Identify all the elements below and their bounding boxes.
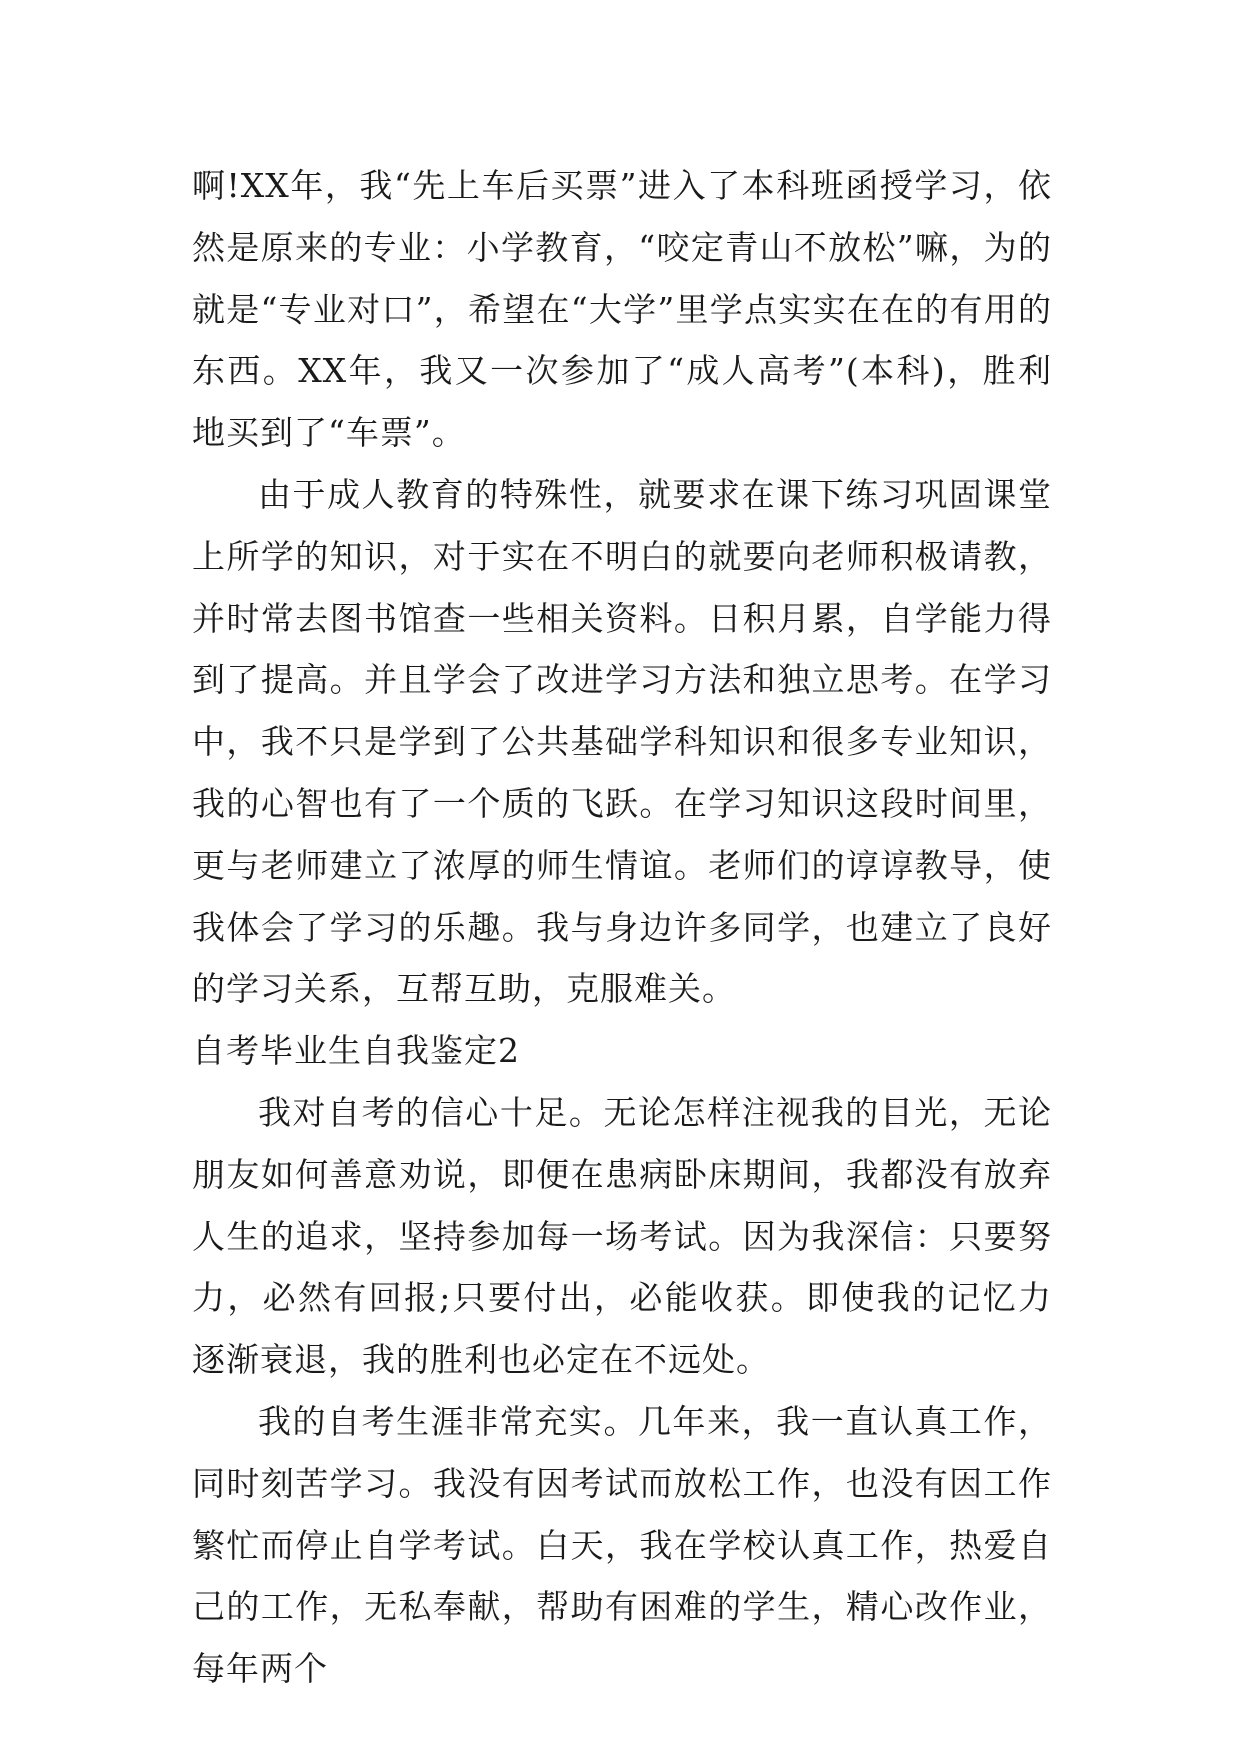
section-heading: 自考毕业生自我鉴定2 xyxy=(192,1031,520,1071)
paragraph-3: 我对自考的信心十足。无论怎样注视我的目光，无论朋友如何善意劝说，即便在患病卧床期间，我都没有放弃人生的追求，坚持参加每一场考试。因为我深信：只要努力，必然有回报;只要付出，必能收获。即使我的记忆力逐渐衰退，我的胜利也必定在不远处。 xyxy=(192,1092,1052,1380)
paragraph-2: 由于成人教育的特殊性，就要求在课下练习巩固课堂上所学的知识，对于实在不明白的就要向老师积极请教，并时常去图书馆查一些相关资料。日积月累，自学能力得到了提高。并且学会了改进学习方法和独立思考。在学习中，我不只是学到了公共基础学科知识和很多专业知识，我的心智也有了一个质的飞跃。在学习知识这段时间里，更与老师建立了浓厚的师生情谊。老师们的谆谆教导，使我体会了学习的乐趣。我与身边许多同学，也建立了良好的学习关系，互帮互助，克服难关。 xyxy=(192,474,1052,1009)
paragraph-4: 我的自考生涯非常充实。几年来，我一直认真工作，同时刻苦学习。我没有因考试而放松工作，也没有因工作繁忙而停止自学考试。白天，我在学校认真工作，热爱自己的工作，无私奉献，帮助有困难的学生，精心改作业，每年两个 xyxy=(192,1401,1052,1689)
document-body xyxy=(192,155,1052,1700)
paragraph-1: 啊!XX年，我“先上车后买票”进入了本科班函授学习，依然是原来的专业：小学教育，“咬定青山不放松”嘛，为的就是“专业对口”，希望在“大学”里学点实实在在的有用的东西。XX年，我又一次参加了“成人高考”(本科)，胜利地买到了“车票”。 xyxy=(192,166,1052,453)
